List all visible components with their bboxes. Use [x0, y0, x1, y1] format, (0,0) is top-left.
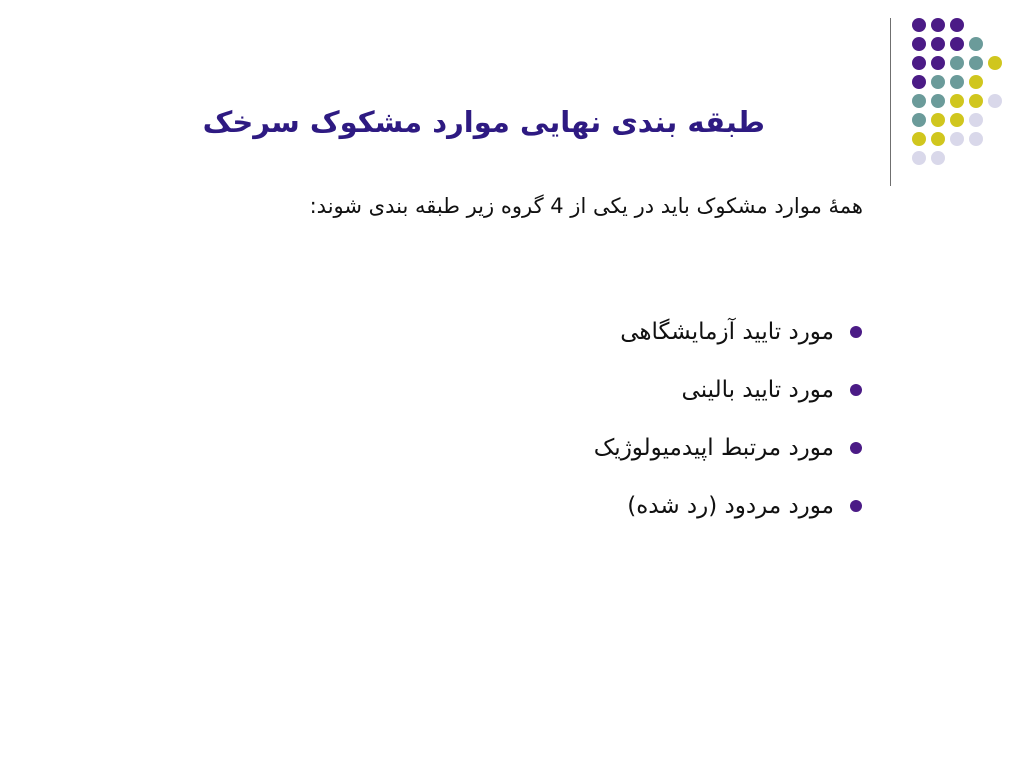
- decorative-dot: [931, 113, 945, 127]
- decorative-dot: [912, 94, 926, 108]
- slide-title: طبقه بندی نهایی موارد مشکوک سرخک: [202, 105, 765, 139]
- decorative-dot: [931, 151, 945, 165]
- bullet-item: [594, 419, 862, 477]
- bullet-text: مورد تایید بالینی: [681, 377, 834, 403]
- intro-text: همۀ موارد مشکوک باید در یکی از 4 گروه زیر طبقه بندی شوند:: [309, 194, 863, 218]
- bullet-item: [594, 477, 862, 535]
- bullet-text: مورد مردود (رد شده): [627, 493, 834, 519]
- decorative-dot: [988, 56, 1002, 70]
- decorative-dot: [988, 94, 1002, 108]
- decorative-dot: [950, 113, 964, 127]
- bullet-dot-icon: [850, 384, 862, 396]
- decorative-dot: [912, 56, 926, 70]
- decorative-dot: [950, 75, 964, 89]
- decorative-dot: [931, 94, 945, 108]
- decorative-dot: [969, 75, 983, 89]
- decorative-dot: [931, 75, 945, 89]
- decorative-dot: [969, 94, 983, 108]
- bullet-dot-icon: [850, 326, 862, 338]
- bullet-dot-icon: [850, 442, 862, 454]
- bullet-dot-icon: [850, 500, 862, 512]
- decorative-dot: [912, 75, 926, 89]
- decorative-dot: [931, 56, 945, 70]
- decorative-dot: [969, 132, 983, 146]
- decorative-dot: [912, 151, 926, 165]
- decorative-dot: [912, 113, 926, 127]
- vertical-divider: [890, 18, 891, 186]
- bullet-item: [594, 361, 862, 419]
- decorative-dot: [950, 94, 964, 108]
- decorative-dot: [950, 132, 964, 146]
- decorative-dot: [931, 18, 945, 32]
- decorative-dot: [950, 37, 964, 51]
- bullet-list: [594, 303, 862, 535]
- decorative-dot: [969, 37, 983, 51]
- decorative-dot: [931, 132, 945, 146]
- bullet-text: مورد تایید آزمایشگاهی: [620, 319, 834, 345]
- decorative-dot: [969, 56, 983, 70]
- decorative-dot: [969, 113, 983, 127]
- decorative-dot: [950, 56, 964, 70]
- decorative-dot-grid: [912, 18, 1012, 168]
- decorative-dot: [912, 37, 926, 51]
- decorative-dot: [950, 18, 964, 32]
- decorative-dot: [912, 132, 926, 146]
- bullet-text: مورد مرتبط اپیدمیولوژیک: [593, 435, 834, 461]
- decorative-dot: [931, 37, 945, 51]
- bullet-item: [594, 303, 862, 361]
- decorative-dot: [912, 18, 926, 32]
